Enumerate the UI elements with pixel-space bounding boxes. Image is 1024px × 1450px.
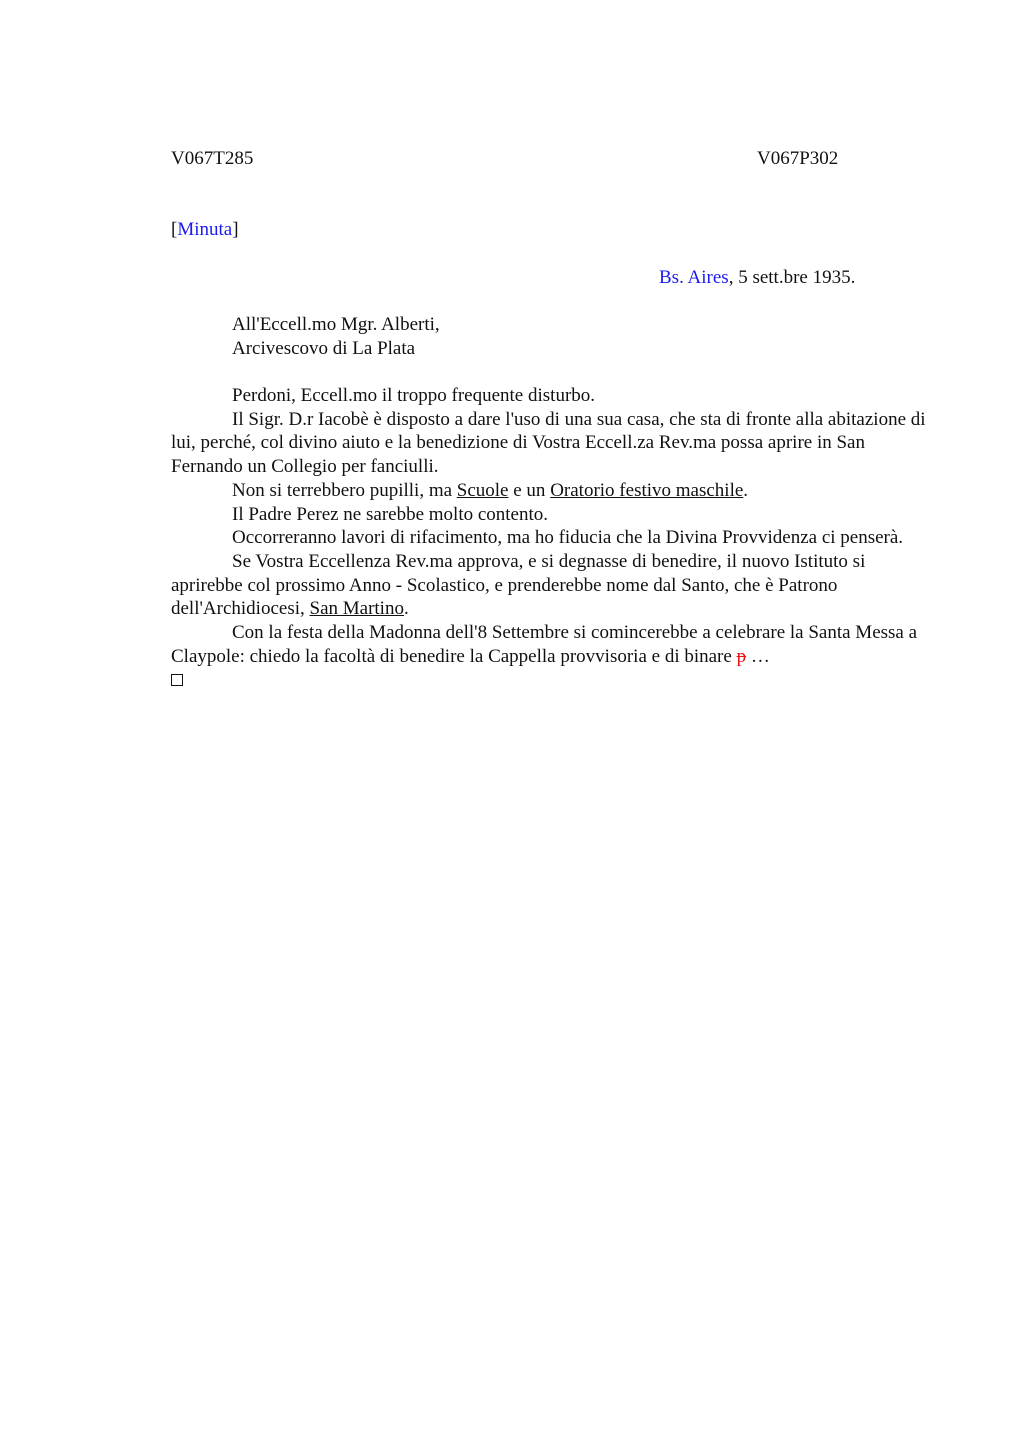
paragraph-3-text-b: e un xyxy=(508,479,551,501)
date-text: , 5 sett.bre 1935. xyxy=(728,267,856,288)
document-code-left: V067T285 xyxy=(171,148,254,169)
underlined-scuole: Scuole xyxy=(456,479,509,501)
paragraph-1: Perdoni, Eccell.mo il troppo frequente disturbo. xyxy=(232,385,596,406)
paragraph-7 xyxy=(171,621,931,668)
dateline xyxy=(659,266,855,289)
paragraph-7-text-a: Con la festa della Madonna dell'8 Settembre si comincerebbe a celebrare la Santa Messa a Claypole: chiedo la facoltà di benedire la Cappella provvisoria e di binare xyxy=(171,622,918,667)
paragraph-6-text-a: Se Vostra Eccellenza Rev.ma approva, e si degnasse di benedire, il nuovo Istituto si aprirebbe col prossimo Anno - Scolastico, e prenderebbe nome dal Santo, che è Patrono dell'Archidiocesi, xyxy=(171,550,866,620)
paragraph-6-text-b: . xyxy=(403,598,409,620)
paragraph-6 xyxy=(171,550,931,621)
addressee-line-1: All'Eccell.mo Mgr. Alberti, xyxy=(232,314,440,335)
document-code-right: V067P302 xyxy=(757,148,839,169)
bracket-close: ] xyxy=(232,219,239,240)
draft-label xyxy=(171,218,239,241)
struck-letter: p xyxy=(736,645,747,667)
draft-label-link[interactable]: Minuta xyxy=(177,219,233,240)
paragraph-3 xyxy=(171,479,931,503)
paragraph-5: Occorreranno lavori di rifacimento, ma ho fiducia che la Divina Provvidenza ci penserà. xyxy=(232,527,904,549)
paragraph-7-text-b: … xyxy=(746,645,770,667)
place-link[interactable]: Bs. Aires xyxy=(659,267,729,288)
underlined-oratorio: Oratorio festivo maschile xyxy=(550,479,744,501)
underlined-san-martino: San Martino xyxy=(309,598,404,620)
paragraph-4: Il Padre Perez ne sarebbe molto contento. xyxy=(232,503,549,525)
paragraph-2: Il Sigr. D.r Iacobè è disposto a dare l'uso di una sua casa, che sta di fronte alla abitazione di lui, perché, col divino aiuto e la benedizione di Vostra Eccell.za Rev.ma possa aprire in San Fernando un Collegio per fanciulli. xyxy=(171,408,926,478)
paragraph-3-text-c: . xyxy=(743,479,749,501)
end-box-icon xyxy=(171,668,931,693)
bracket-open: [ xyxy=(171,219,178,240)
paragraph-3-text-a: Non si terrebbero pupilli, ma xyxy=(232,479,457,501)
addressee-block xyxy=(232,313,440,360)
letter-body xyxy=(171,384,931,693)
addressee-line-2: Arcivescovo di La Plata xyxy=(232,337,416,359)
